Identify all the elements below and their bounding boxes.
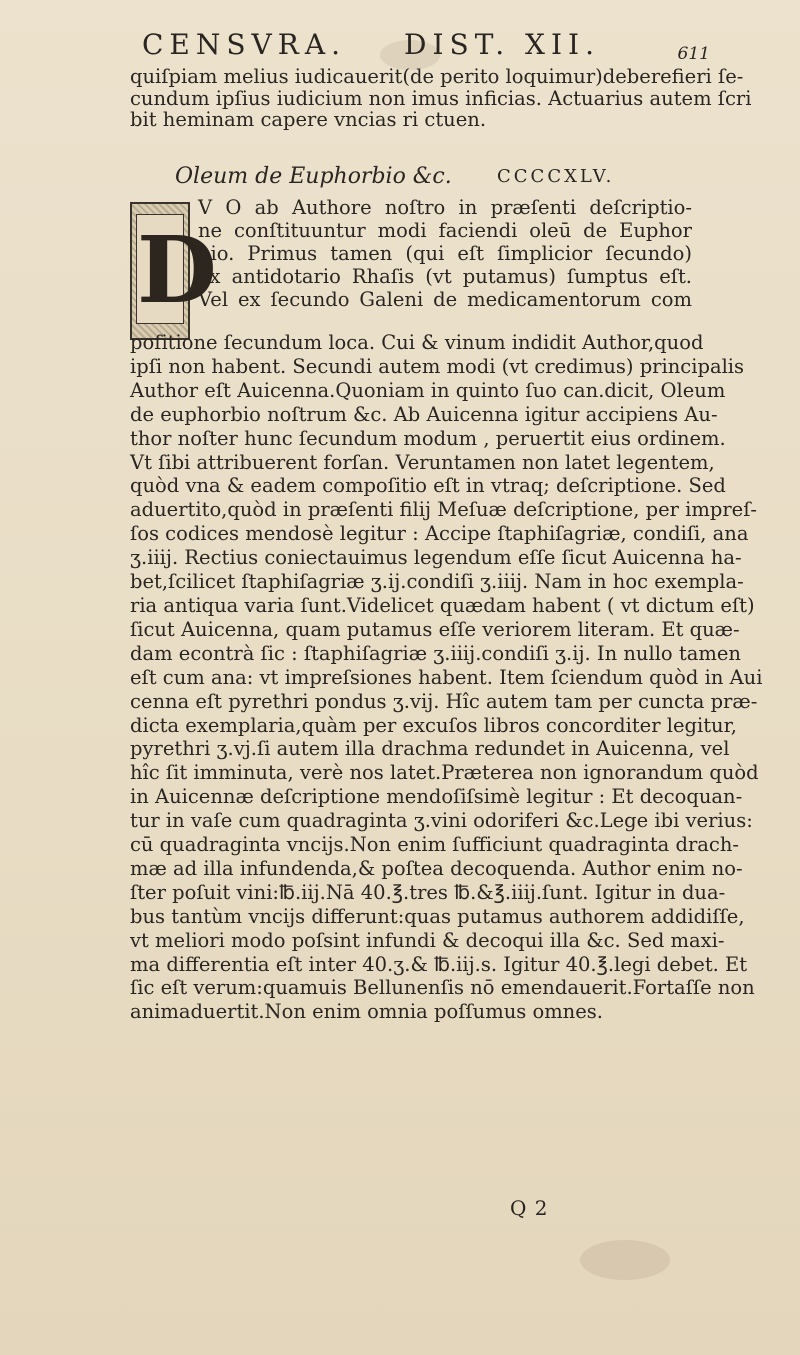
text-line: Vel ex ſecundo Galeni de medicamentorum com — [198, 288, 692, 311]
text-line: ria antiqua varia ſunt.Videlicet quædam habent ( vt dictum eſt) — [130, 593, 755, 617]
text-line: poſitione ſecundum loca. Cui & vinum indidit Author,quod — [130, 331, 704, 354]
text-line: ne conſtituuntur modi faciendi oleū de Euphor — [198, 219, 692, 242]
text-line: quòd vna & eadem compoſitio eſt in vtraq; deſcriptione. Sed — [130, 474, 726, 498]
paper-stain — [580, 1240, 670, 1280]
text-line: ſos codices mendosè legitur : Accipe ſtaphiſagriæ, condiſi, ana — [130, 522, 749, 546]
section-number: CCCCXLV. — [497, 166, 615, 187]
text-line: vt meliori modo poſsint infundi & decoqui illa &c. Sed maxi- — [130, 928, 725, 952]
page-number: 611 — [677, 44, 710, 64]
text-line: ſter poſuit vini:℔.iij.Nā 40.℥.tres ℔.&℥.iiij.ſunt. Igitur in dua- — [130, 880, 726, 904]
text-line: de euphorbio noſtrum &c. Ab Auicenna igitur accipiens Au- — [130, 402, 718, 426]
catchword: Q 2 — [510, 1196, 549, 1220]
text-line: ex antidotario Rhaſis (vt putamus) ſumptus eſt. — [198, 265, 692, 288]
text-line: pyrethri ʒ.vj.ſi autem illa drachma redundet in Auicenna, vel — [130, 737, 730, 761]
text-line: aduertito,quòd in præſenti filij Meſuæ deſcriptione, per impreſ- — [130, 498, 758, 522]
text-line: in Auicennæ deſcriptione mendoſiſsimè legitur : Et decoquan- — [130, 785, 743, 809]
text-line: Vt ſibi attribuerent forſan. Veruntamen non latet legentem, — [130, 450, 715, 474]
text-line: ma differentia eſt inter 40.ʒ.& ℔.iij.s. Igitur 40.℥.legi debet. Et — [130, 952, 748, 976]
running-head-left: CENSVRA. — [142, 28, 346, 61]
text-line: mæ ad illa infundenda,& poſtea decoquenda. Author enim no- — [130, 856, 743, 880]
section-title: Oleum de Euphorbio &c. — [175, 164, 452, 189]
running-head — [142, 28, 710, 68]
running-head-right: DIST. XII. — [404, 28, 601, 61]
text-line: thor noſter hunc ſecundum modum , peruertit eius ordinem. — [130, 426, 726, 450]
text-line: V O ab Authore noſtro in præſenti deſcriptio- — [198, 196, 692, 219]
text-line: dicta exemplaria,quàm per excuſos libros concorditer legitur, — [130, 713, 737, 737]
text-line: tur in vaſe cum quadraginta ʒ.vini odoriferi &c.Lege ibi verius: — [130, 809, 753, 833]
text-line: ipſi non habent. Secundi autem modi (vt credimus) principalis — [130, 354, 745, 378]
text-line: bus tantùm vncijs differunt:quas putamus authorem addidiſſe, — [130, 904, 745, 928]
initial-letter: D — [137, 216, 217, 324]
section-heading — [175, 164, 735, 189]
text-line: ʒ.iiij. Rectius coniectauimus legendum eſſe ſicut Auicenna ha- — [130, 546, 742, 570]
text-line: bit heminam capere vncias ri ctuen. — [130, 108, 487, 132]
text-line: ſic eſt verum:quamuis Bellunenſis nō emendauerit.Fortaſſe non — [130, 976, 755, 1000]
main-paragraph — [130, 331, 763, 1024]
text-line: ſicut Auicenna, quam putamus eſſe veriorem literam. Et quæ- — [130, 617, 740, 641]
text-line: cundum ipſius iudicium non imus inficias. Actuarius autem ſcri — [130, 86, 752, 110]
text-line: animaduertit.Non enim omnia poſſumus omnes. — [130, 1000, 603, 1024]
text-line: quiſpiam melius iudicauerit(de perito loquimur)deberefieri ſe- — [130, 65, 744, 88]
text-line: eſt cum ana: vt impreſsiones habent. Item ſciendum quòd in Aui — [130, 665, 763, 689]
text-line: bio. Primus tamen (qui eſt ſimplicior ſecundo) — [198, 242, 692, 265]
top-paragraph — [130, 65, 752, 132]
opening-paragraph — [198, 196, 692, 311]
text-line: Author eſt Auicenna.Quoniam in quinto ſuo can.dicit, Oleum — [130, 378, 726, 402]
decorated-initial — [130, 202, 217, 340]
text-line: bet,ſcilicet ſtaphiſagriæ ʒ.ij.condiſi ʒ.iiij. Nam in hoc exempla- — [130, 570, 744, 594]
text-line: dam econtrà ſic : ſtaphiſagriæ ʒ.iiij.condiſi ʒ.ij. In nullo tamen — [130, 641, 741, 665]
text-line: cū quadraginta vncijs.Non enim ſufficiunt quadraginta drach- — [130, 833, 739, 857]
text-line: cenna eſt pyrethri pondus ʒ.vij. Hîc autem tam per cuncta præ- — [130, 689, 758, 713]
text-line: hîc ſit imminuta, verè nos latet.Præterea non ignorandum quòd — [130, 761, 759, 785]
